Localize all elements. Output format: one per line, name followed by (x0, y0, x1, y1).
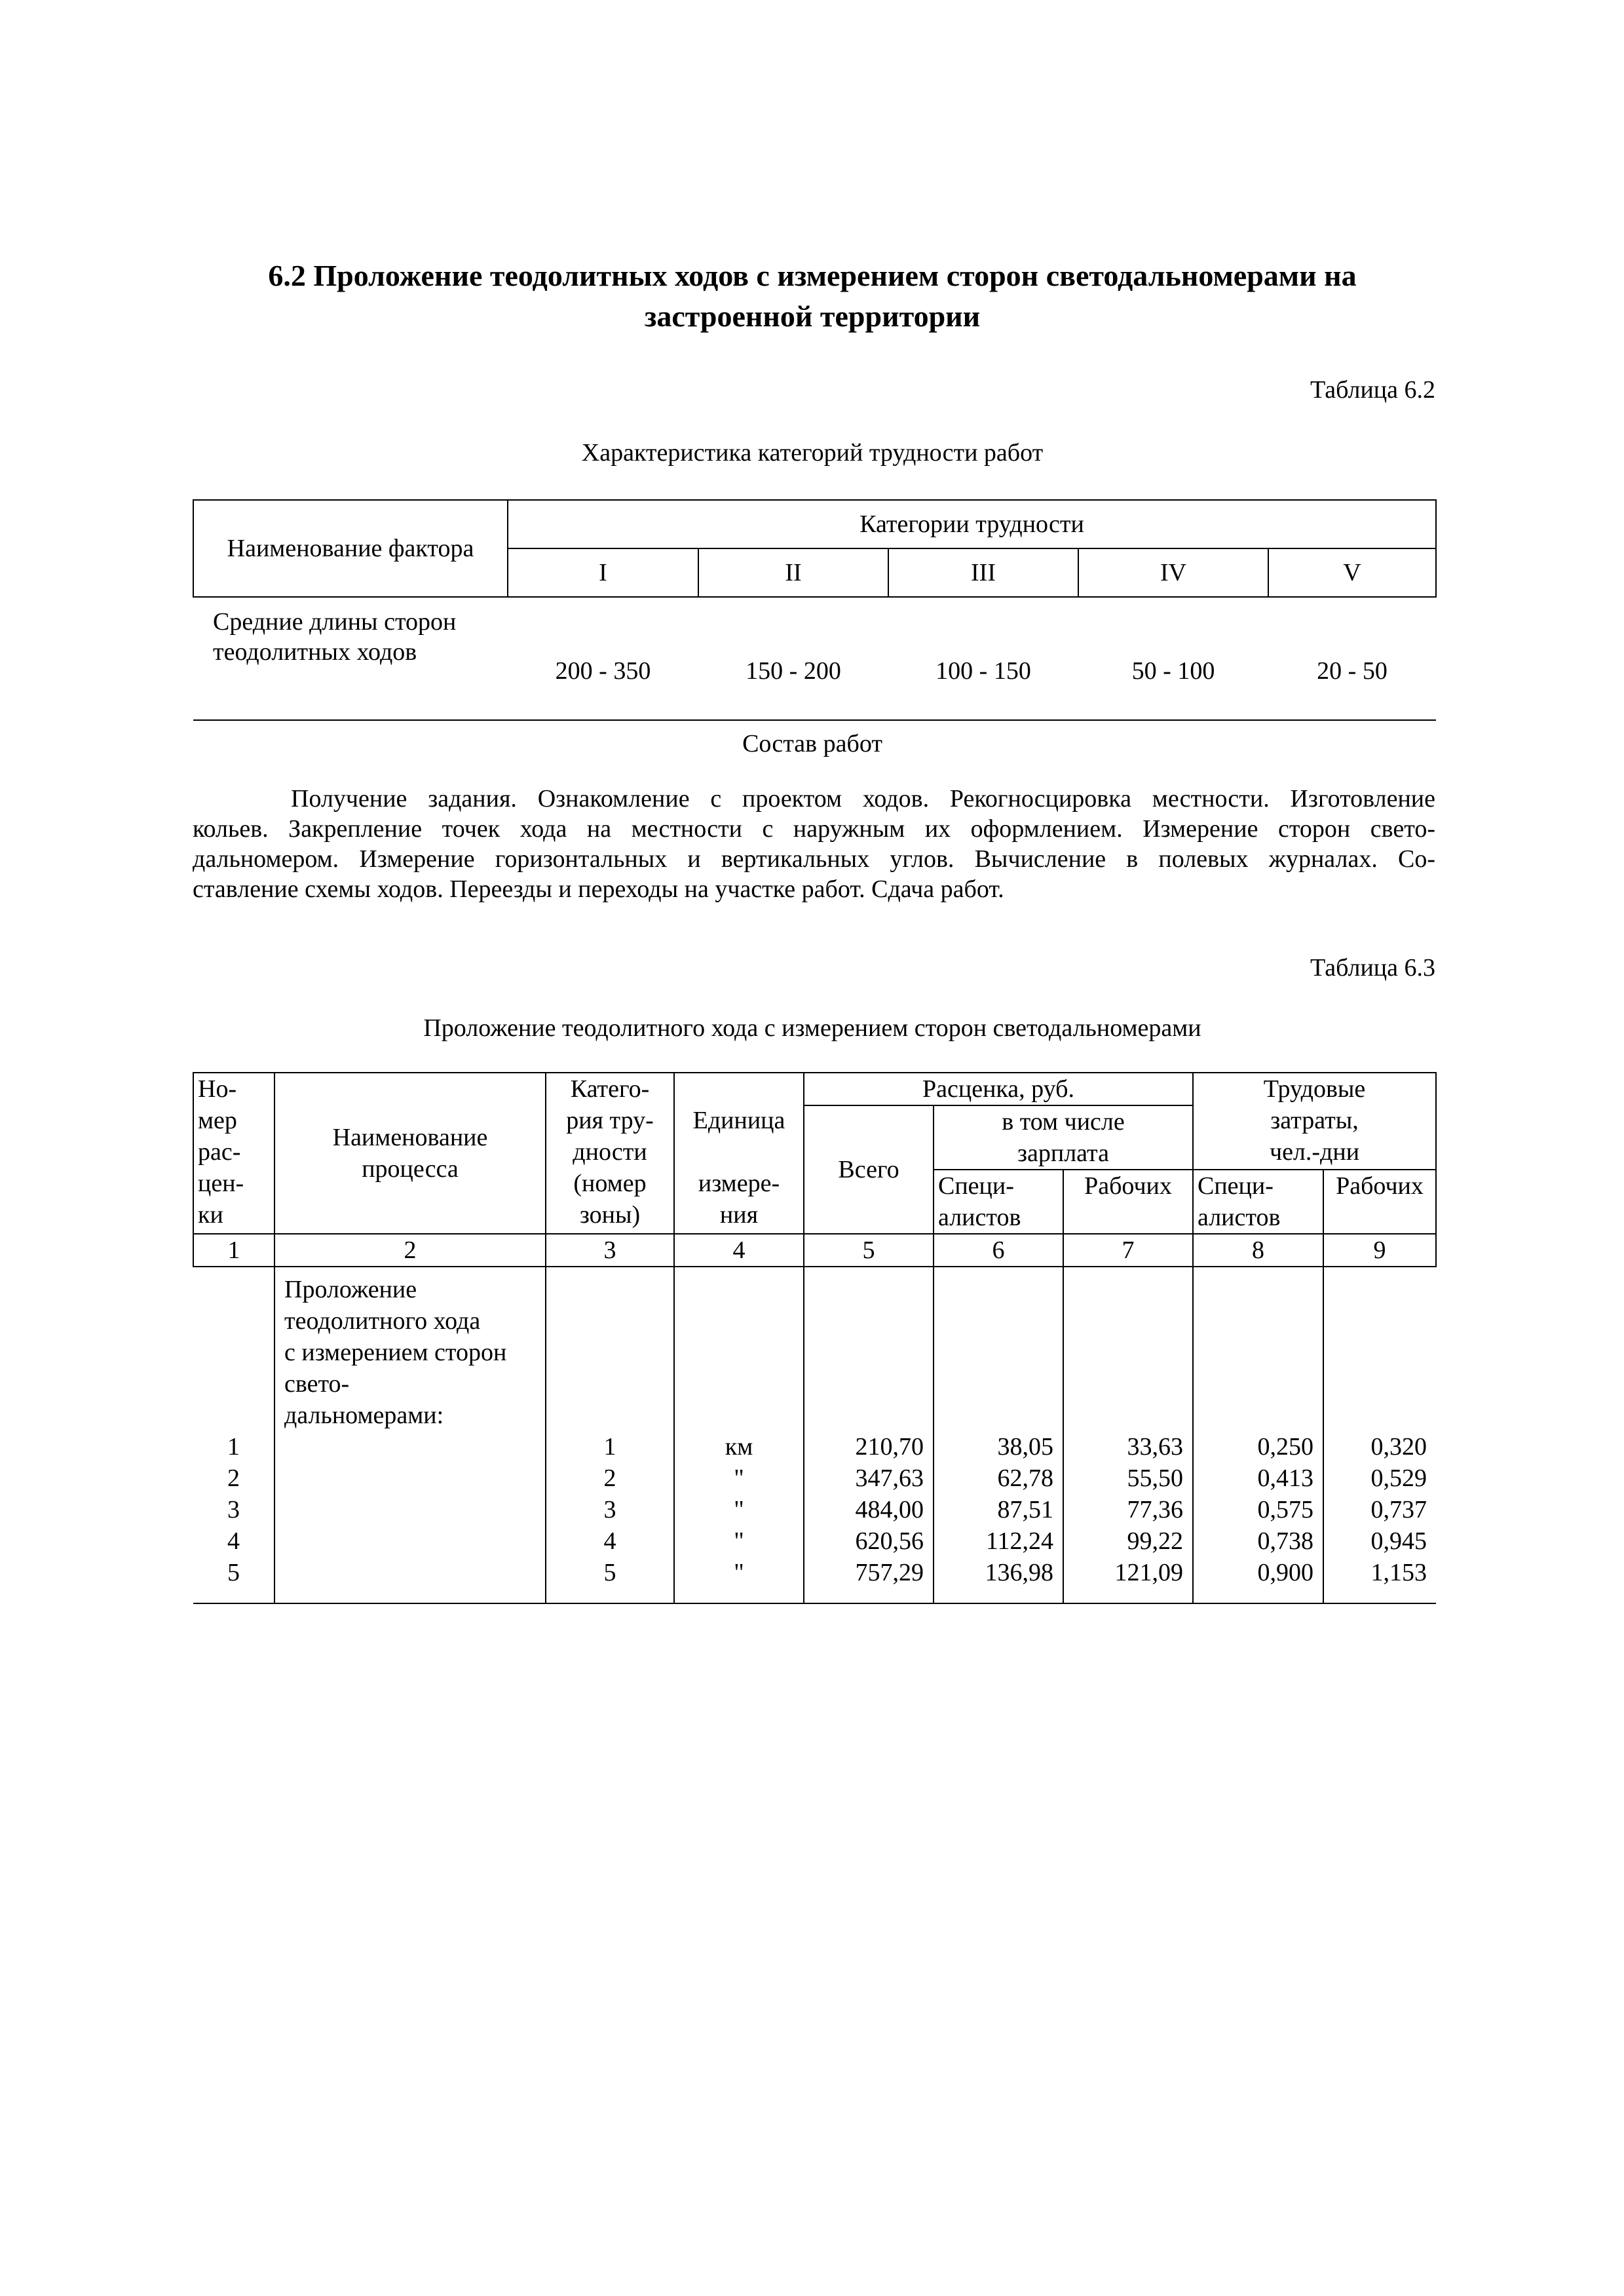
specialists-labor-cell: 0,250 (1193, 1431, 1323, 1463)
column-number: 6 (934, 1234, 1063, 1267)
unit-header: Единица измере- ния (674, 1073, 804, 1234)
total-cell: 620,56 (804, 1525, 934, 1557)
paragraph-line: ставление схемы ходов. Переезды и переходы на участке работ. Сдача работ. (193, 875, 1004, 903)
category-cell: 1 (546, 1431, 674, 1463)
section-title-line-2: застроенной территории (644, 299, 981, 333)
rate-number-header: Но- мер рас- цен- ки (193, 1073, 274, 1234)
workers-labor-cell: 0,529 (1323, 1463, 1436, 1494)
category-value-5: 20 - 50 (1268, 597, 1436, 720)
category-cell: 5 (546, 1557, 674, 1603)
work-composition-heading: Состав работ (742, 730, 882, 757)
process-name-row (193, 1267, 1436, 1431)
factor-name-line-1: Средние длины сторон (213, 608, 457, 636)
workers-labor-cell: 1,153 (1323, 1557, 1436, 1603)
table-row (193, 1463, 1436, 1494)
unit-cell: " (674, 1557, 804, 1603)
factor-name-header: Наименование фактора (193, 500, 508, 597)
workers-wage-cell: 99,22 (1063, 1525, 1193, 1557)
category-value-4: 50 - 100 (1078, 597, 1268, 720)
labor-header: Трудовые затраты, чел.-дни (1193, 1073, 1436, 1170)
category-value-1: 200 - 350 (508, 597, 698, 720)
specialists-wage-cell: 112,24 (934, 1525, 1063, 1557)
work-composition-paragraph (193, 784, 1435, 904)
factor-name-line-2: теодолитных ходов (213, 638, 417, 666)
category-cell: 2 (546, 1463, 674, 1494)
column-number: 4 (674, 1234, 804, 1267)
category-cell: 4 (546, 1525, 674, 1557)
category-header-2: II (698, 548, 888, 597)
column-number: 1 (193, 1234, 274, 1267)
difficulty-categories-table (193, 499, 1437, 721)
paragraph-line: дальномером. Измерение горизонтальных и вертикальных углов. Вычисление в полевых журналах. Со- (193, 845, 1435, 873)
table-6-2-label: Таблица 6.2 (1310, 376, 1435, 404)
rate-number: 5 (193, 1557, 274, 1603)
column-number: 9 (1323, 1234, 1436, 1267)
table-row (193, 1557, 1436, 1603)
column-number: 5 (804, 1234, 934, 1267)
table-6-2-caption: Характеристика категорий трудности работ (581, 439, 1044, 467)
rate-number: 3 (193, 1494, 274, 1525)
category-header-3: III (888, 548, 1078, 597)
category-header-4: IV (1078, 548, 1268, 597)
specialists-wage-cell: 62,78 (934, 1463, 1063, 1494)
unit-cell: " (674, 1494, 804, 1525)
column-number: 2 (274, 1234, 546, 1267)
workers-wage-cell: 77,36 (1063, 1494, 1193, 1525)
unit-cell: " (674, 1525, 804, 1557)
total-header: Всего (804, 1105, 934, 1234)
specialists-wage-cell: 87,51 (934, 1494, 1063, 1525)
table-6-3-label: Таблица 6.3 (1310, 954, 1435, 982)
column-number: 7 (1063, 1234, 1193, 1267)
workers-wage-cell: 33,63 (1063, 1431, 1193, 1463)
rate-number: 1 (193, 1431, 274, 1463)
category-cell: 3 (546, 1494, 674, 1525)
specialists-wage-cell: 38,05 (934, 1431, 1063, 1463)
unit-cell: км (674, 1431, 804, 1463)
rate-number: 4 (193, 1525, 274, 1557)
paragraph-line: Получение задания. Ознакомление с проектом ходов. Рекогносцировка местности. Изготовление (291, 785, 1435, 813)
total-cell: 757,29 (804, 1557, 934, 1603)
total-cell: 210,70 (804, 1431, 934, 1463)
workers-labor-cell: 0,320 (1323, 1431, 1436, 1463)
paragraph-line: кольев. Закрепление точек хода на местности с наружным их оформлением. Измерение сторон свето- (193, 815, 1435, 843)
unit-cell: " (674, 1463, 804, 1494)
wage-workers-header: Рабочих (1063, 1170, 1193, 1234)
section-title-line-1: 6.2 Проложение теодолитных ходов с измерением сторон светодальномерами на (268, 259, 1357, 292)
difficulty-categories-header: Категории трудности (508, 500, 1436, 548)
specialists-labor-cell: 0,413 (1193, 1463, 1323, 1494)
table-row (193, 1431, 1436, 1463)
wage-header: в том числе зарплата (934, 1105, 1193, 1170)
price-header: Расценка, руб. (804, 1073, 1193, 1105)
specialists-labor-cell: 0,575 (1193, 1494, 1323, 1525)
workers-labor-cell: 0,737 (1323, 1494, 1436, 1525)
factor-name-cell (193, 597, 508, 720)
table-row (193, 1494, 1436, 1525)
rate-number: 2 (193, 1463, 274, 1494)
total-cell: 347,63 (804, 1463, 934, 1494)
table-6-3-caption: Проложение теодолитного хода с измерением сторон светодальномерами (423, 1014, 1201, 1042)
specialists-wage-cell: 136,98 (934, 1557, 1063, 1603)
total-cell: 484,00 (804, 1494, 934, 1525)
category-value-2: 150 - 200 (698, 597, 888, 720)
category-value-3: 100 - 150 (888, 597, 1078, 720)
labor-workers-header: Рабочих (1323, 1170, 1436, 1234)
specialists-labor-cell: 0,900 (1193, 1557, 1323, 1603)
rates-table (193, 1072, 1437, 1604)
specialists-labor-cell: 0,738 (1193, 1525, 1323, 1557)
wage-specialists-header: Специ- алистов (934, 1170, 1063, 1234)
process-name-header: Наименование процесса (274, 1073, 546, 1234)
column-number: 3 (546, 1234, 674, 1267)
table-row (193, 1525, 1436, 1557)
workers-labor-cell: 0,945 (1323, 1525, 1436, 1557)
workers-wage-cell: 55,50 (1063, 1463, 1193, 1494)
category-header-1: I (508, 548, 698, 597)
column-number: 8 (1193, 1234, 1323, 1267)
difficulty-category-header: Катего- рия тру- дности (номер зоны) (546, 1073, 674, 1234)
category-header-5: V (1268, 548, 1436, 597)
workers-wage-cell: 121,09 (1063, 1557, 1193, 1603)
section-title (190, 256, 1435, 337)
labor-specialists-header: Специ- алистов (1193, 1170, 1323, 1234)
process-name: Проложение теодолитного хода с измерением сторон свето- дальномерами: (274, 1267, 546, 1431)
table-row (193, 597, 1436, 720)
